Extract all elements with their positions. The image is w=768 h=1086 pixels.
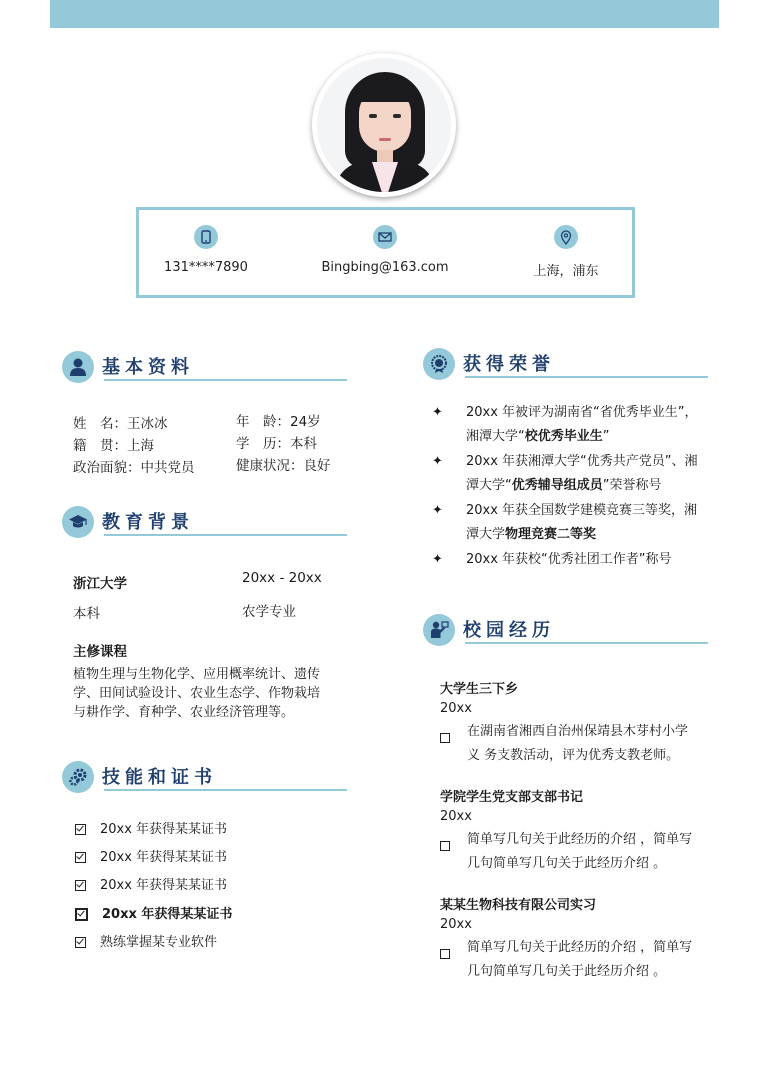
skill-item: 20xx 年获得某某证书 <box>75 818 227 837</box>
section-title: 获得荣誉 <box>463 354 555 375</box>
campus-entry-date: 20xx <box>440 701 472 716</box>
section-title: 教育背景 <box>102 512 194 533</box>
section-divider <box>465 376 708 378</box>
skill-item: 20xx 年获得某某证书 <box>75 846 227 865</box>
edu-school: 浙江大学 <box>73 576 127 592</box>
phone-text: 131****7890 <box>164 260 248 275</box>
profile-photo <box>312 53 456 197</box>
checkbox-icon <box>75 908 88 921</box>
person-icon <box>62 351 94 383</box>
skill-item: 20xx 年获得某某证书 <box>75 903 232 922</box>
star-bullet-icon: ✦ <box>432 454 443 469</box>
basic-health: 健康状况：良好 <box>236 458 331 474</box>
edu-courses-line: 学、田间试验设计、农业生态学、作物栽培 <box>73 686 321 701</box>
checkbox-icon <box>75 824 86 835</box>
location-icon <box>554 225 578 249</box>
basic-education: 学 历：本科 <box>236 436 317 452</box>
gears-icon <box>62 761 94 793</box>
section-title: 基本资料 <box>102 357 194 378</box>
edu-courses-title: 主修课程 <box>73 644 127 660</box>
medal-icon <box>423 348 455 380</box>
edu-courses-line: 植物生理与生物化学、应用概率统计、遗传 <box>73 667 321 682</box>
section-divider <box>104 789 347 791</box>
location-text: 上海，浦东 <box>533 264 599 279</box>
basic-hometown: 籍 贯：上海 <box>73 438 154 454</box>
section-title: 技能和证书 <box>102 767 217 788</box>
square-bullet-icon <box>440 841 450 851</box>
section-divider <box>104 379 347 381</box>
basic-name: 姓 名：王冰冰 <box>73 416 168 432</box>
campus-entry-date: 20xx <box>440 917 472 932</box>
section-title: 校园经历 <box>463 620 555 641</box>
checkbox-icon <box>75 937 86 948</box>
presenter-icon <box>423 614 455 646</box>
star-bullet-icon: ✦ <box>432 405 443 420</box>
campus-entry-name: 学院学生党支部支部书记 <box>440 790 584 805</box>
checkbox-icon <box>75 852 86 863</box>
star-bullet-icon: ✦ <box>432 552 443 567</box>
star-bullet-icon: ✦ <box>432 503 443 518</box>
mail-icon <box>373 225 397 249</box>
contact-email <box>303 225 467 275</box>
campus-entry-name: 某某生物科技有限公司实习 <box>440 898 597 913</box>
contact-box <box>136 207 635 298</box>
basic-age: 年 龄：24岁 <box>236 414 321 430</box>
section-divider <box>465 642 708 644</box>
campus-entry-name: 大学生三下乡 <box>440 682 519 697</box>
skill-item: 熟练掌握某专业软件 <box>75 931 217 950</box>
edu-degree: 本科 <box>73 606 100 622</box>
edu-courses-line: 与耕作学、育种学、农业经济管理等。 <box>73 705 295 720</box>
basic-political: 政治面貌：中共党员 <box>73 460 195 476</box>
top-color-band <box>50 0 719 28</box>
contact-phone <box>124 225 288 275</box>
square-bullet-icon <box>440 733 450 743</box>
square-bullet-icon <box>440 949 450 959</box>
section-divider <box>104 534 347 536</box>
edu-major: 农学专业 <box>242 604 296 620</box>
campus-entry-date: 20xx <box>440 809 472 824</box>
contact-location <box>484 225 648 279</box>
skill-item: 20xx 年获得某某证书 <box>75 874 227 893</box>
phone-icon <box>194 225 218 249</box>
email-text: Bingbing@163.com <box>321 260 449 275</box>
graduation-cap-icon <box>62 506 94 538</box>
edu-period: 20xx - 20xx <box>242 570 322 586</box>
checkbox-icon <box>75 880 86 891</box>
